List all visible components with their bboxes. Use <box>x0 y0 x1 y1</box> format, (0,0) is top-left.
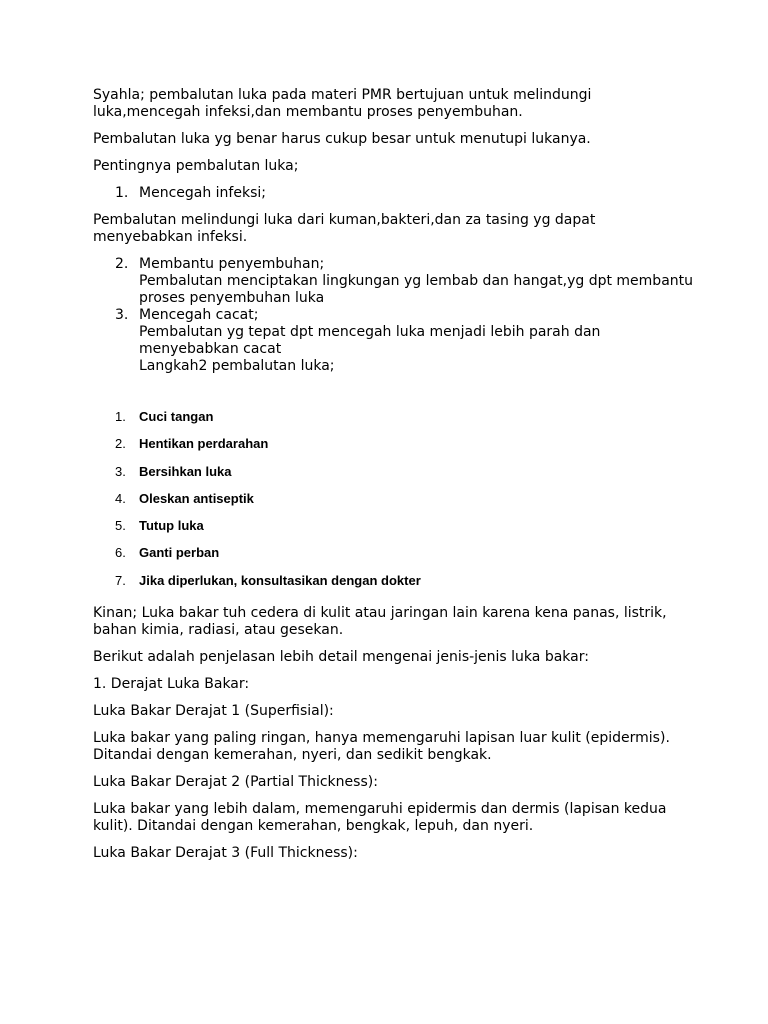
step-number: 4. <box>115 490 126 506</box>
step-item <box>93 517 693 534</box>
step-label: Bersihkan luka <box>139 463 232 479</box>
step-item <box>93 572 693 589</box>
degree1-heading: Luka Bakar Derajat 1 (Superfisial): <box>93 702 334 719</box>
document-page <box>93 87 693 872</box>
step-label: Hentikan perdarahan <box>139 436 269 452</box>
list-item-description: Pembalutan menciptakan lingkungan yg lembab dan hangat,yg dpt membantu proses penyembuhan luka <box>139 273 694 306</box>
list-item-label: Membantu penyembuhan; <box>139 256 325 272</box>
step-item <box>93 463 693 480</box>
size-note-paragraph: Pembalutan luka yg benar harus cukup besar untuk menutupi lukanya. <box>93 131 591 147</box>
infection-description: Pembalutan melindungi luka dari kuman,bakteri,dan za tasing yg dapat menyebabkan infeksi. <box>93 212 596 245</box>
list-item-label: Mencegah cacat; <box>139 307 259 323</box>
degree2-description: Luka bakar yang lebih dalam, memengaruhi epidermis dan dermis (lapisan kedua kulit). Ditandai dengan kemerahan, bengkak, lepuh, dan nyeri. <box>93 800 667 834</box>
list-item-label: Mencegah infeksi; <box>139 185 266 201</box>
list-number: 1. <box>115 185 129 201</box>
step-label: Jika diperlukan, konsultasikan dengan dokter <box>139 572 421 588</box>
step-number: 5. <box>115 518 126 534</box>
list-item-healing <box>93 256 693 307</box>
detail-intro-paragraph: Berikut adalah penjelasan lebih detail mengenai jenis-jenis luka bakar: <box>93 648 589 665</box>
step-item <box>93 490 693 507</box>
intro-paragraph: Syahla; pembalutan luka pada materi PMR bertujuan untuk melindungi luka,mencegah infeksi,dan membantu proses penyembuhan. <box>93 87 592 120</box>
step-number: 1. <box>115 409 126 424</box>
step-number: 3. <box>115 463 126 479</box>
list-number: 3. <box>115 307 129 323</box>
step-label: Cuci tangan <box>139 409 214 424</box>
list-item-description: Pembalutan yg tepat dpt mencegah luka menjadi lebih parah dan menyebabkan cacat <box>139 324 601 357</box>
list-number: 2. <box>115 256 129 272</box>
steps-list <box>93 408 693 589</box>
step-number: 7. <box>115 572 126 588</box>
kinan-paragraph: Kinan; Luka bakar tuh cedera di kulit atau jaringan lain karena kena panas, listrik, bahan kimia, radiasi, atau gesekan. <box>93 604 667 638</box>
degree1-description: Luka bakar yang paling ringan, hanya memengaruhi lapisan luar kulit (epidermis). Ditandai dengan kemerahan, nyeri, dan sedikit bengkak. <box>93 729 670 763</box>
list-item-disability <box>93 307 693 375</box>
degree2-heading: Luka Bakar Derajat 2 (Partial Thickness): <box>93 773 378 790</box>
section-heading: 1. Derajat Luka Bakar: <box>93 675 250 692</box>
importance-heading: Pentingnya pembalutan luka; <box>93 158 299 174</box>
steps-heading: Langkah2 pembalutan luka; <box>139 358 335 374</box>
step-item <box>93 408 693 425</box>
list-item-infection <box>93 185 693 202</box>
step-label: Ganti perban <box>139 545 220 561</box>
step-item <box>93 544 693 561</box>
degree3-heading: Luka Bakar Derajat 3 (Full Thickness): <box>93 844 358 861</box>
step-number: 6. <box>115 545 126 561</box>
step-label: Tutup luka <box>139 518 204 534</box>
step-label: Oleskan antiseptik <box>139 490 254 506</box>
step-number: 2. <box>115 436 126 452</box>
step-item <box>93 435 693 452</box>
